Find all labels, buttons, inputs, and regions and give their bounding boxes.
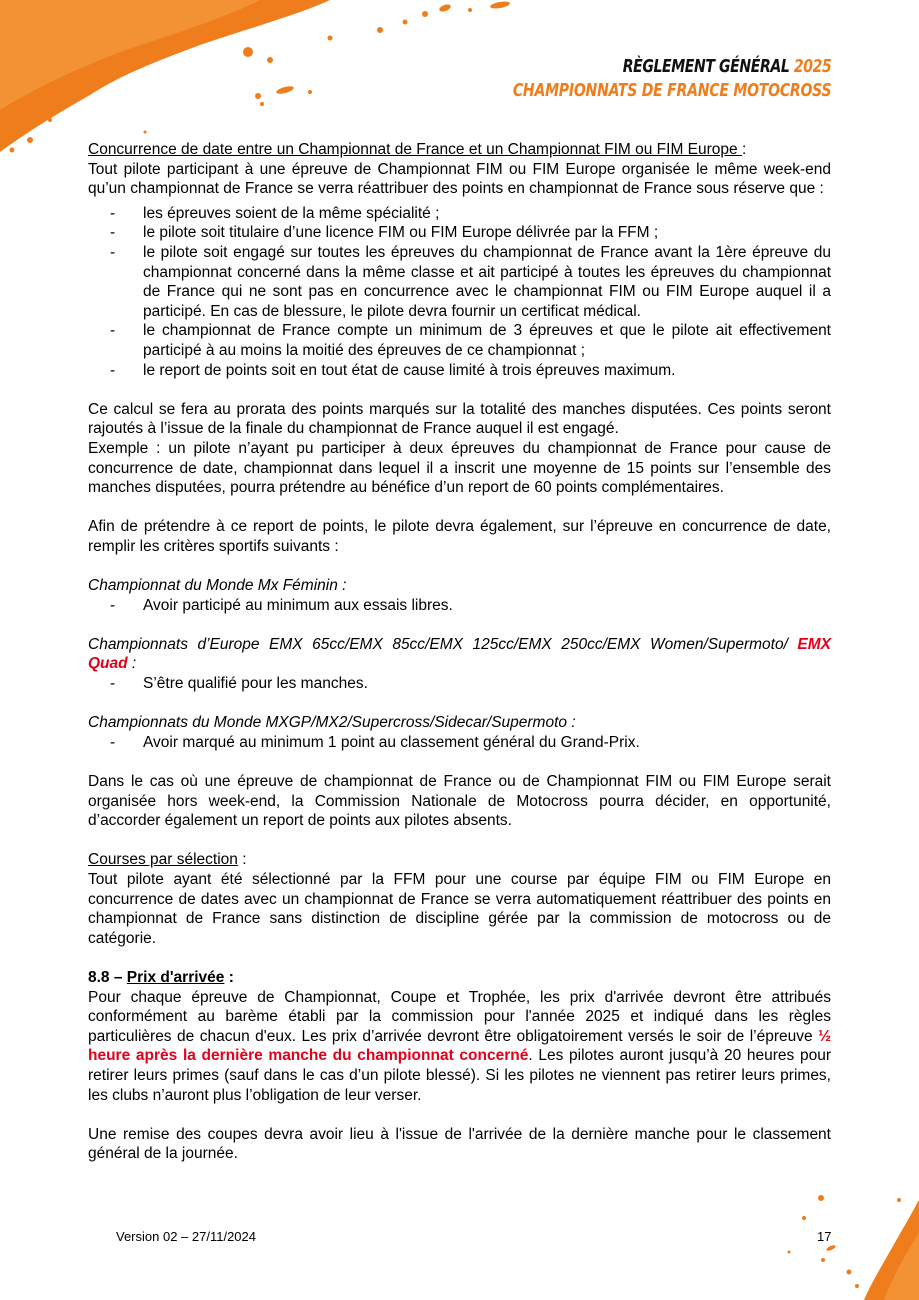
calcul-paragraph: Ce calcul se fera au prorata des points marqués sur la totalité des manches disputées. Ces points seront rajoutés à l’issue de la finale du championnat de France auquel il est engagé.: [88, 400, 831, 438]
list-item-text: le championnat de France compte un minimum de 3 épreuves et que le pilote ait effectivement participé à au moins la moitié des épreuves de ce championnat ;: [143, 322, 831, 359]
prix-text-before: Pour chaque épreuve de Championnat, Coupe et Trophée, les prix d'arrivée devront être attribués conformément au barème établi par la commission pour l'année 2025 et indiqué dans les règles particulières de chacun d'eux. Les prix d’arrivée devront être obligatoirement versés le soir de l’épreuve: [88, 988, 831, 1045]
list-item-text: les épreuves soient de la même spécialité ;: [143, 204, 440, 222]
list-item: - le report de points soit en tout état de cause limité à trois épreuves maximum.: [110, 361, 676, 379]
selection-heading: [88, 850, 831, 870]
footer-version: Version 02 – 27/11/2024: [116, 1229, 256, 1244]
prix-text-after: . Les pilotes auront jusqu’à 20 heures pour retirer leurs primes (sauf dans le cas d’un pilote blessé). Si les pilotes ne viennent pas retirer leurs primes, les clubs n’auront plus l’obligation de leur verser.: [88, 1047, 831, 1104]
orange-splash-bottom-right: [759, 1190, 919, 1300]
remise-paragraph: Une remise des coupes devra avoir lieu à l'issue de l'arrivée de la dernière manche pour le classement général de la journée.: [88, 1125, 831, 1163]
hors-weekend-paragraph: Dans le cas où une épreuve de championnat de France ou de Championnat FIM ou FIM Europe serait organisée hors week-end, la Commission Nationale de Motocross pourra décider, en opportunité, d’accorder également un report de points aux pilotes absents.: [88, 773, 831, 830]
concurrence-heading-text: Concurrence de date entre un Championnat de France et un Championnat FIM ou FIM Europe: [88, 141, 742, 158]
header-title-main: RÈGLEMENT GÉNÉRAL: [622, 56, 789, 77]
concurrence-intro: Tout pilote participant à une épreuve de Championnat FIM ou FIM Europe organisée le même week-end qu’un championnat de France se verra réattribuer des points en championnat de France sous réserve que :: [88, 160, 831, 198]
criteria-title-europe-suffix: :: [127, 655, 137, 673]
header-subtitle: CHAMPIONNATS DE FRANCE MOTOCROSS: [512, 80, 831, 101]
conditions-list: [88, 204, 831, 380]
criteria-title-monde: Championnats du Monde MXGP/MX2/Supercross/Sidecar/Supermoto :: [88, 714, 576, 732]
document-body: [88, 140, 831, 1164]
prix-heading-suffix: :: [224, 968, 234, 986]
list-item: - le pilote soit engagé sur toutes les épreuves du championnat de France avant la 1ère épreuve du championnat concerné dans la même classe et ait participé à toutes les épreuves du championnat de France qui ne sont pas en concurrence avec le championnat FIM ou FIM Europe auquel il a participé. En cas de blessure, le pilote devra fournir un certificat médical.: [110, 243, 831, 320]
exemple-paragraph: Exemple : un pilote n’ayant pu participer à deux épreuves du championnat de France pour cause de concurrence de date, championnat dans lequel il a inscrit une moyenne de 15 points sur l’ensemble des manches disputées, pourra prétendre au bénéfice d’un report de 60 points complémentaires.: [88, 439, 831, 497]
criteria-title-europe-text: Championnats d’Europe EMX 65cc/EMX 85cc/EMX 125cc/EMX 250cc/EMX Women/Supermoto/: [88, 635, 798, 653]
document-header: [512, 56, 831, 101]
criteria-list-feminin: [88, 596, 831, 616]
concurrence-heading-suffix: :: [741, 141, 747, 158]
criteria-list-europe: [88, 674, 831, 694]
list-item-text: le pilote soit engagé sur toutes les épreuves du championnat de France avant la 1ère épreuve du championnat concerné dans la même classe et ait participé à toutes les épreuves du championnat de France qui ne sont pas en concurrence avec le championnat FIM ou FIM Europe auquel il a participé. En cas de blessure, le pilote devra fournir un certificat médical.: [143, 243, 831, 320]
list-item: - Avoir marqué au minimum 1 point au classement général du Grand-Prix.: [110, 733, 640, 751]
prix-heading-title: Prix d'arrivée: [126, 968, 225, 986]
page-number: 17: [817, 1229, 832, 1244]
criteria-list-monde: [88, 733, 831, 753]
list-item: - les épreuves soient de la même spécialité ;: [110, 204, 440, 222]
selection-heading-suffix: :: [237, 851, 247, 869]
selection-heading-text: Courses par sélection: [88, 851, 238, 869]
list-item-text: le pilote soit titulaire d’une licence FIM ou FIM Europe délivrée par la FFM ;: [143, 224, 659, 242]
header-year: 2025: [793, 56, 831, 77]
prix-text-highlight: ½ heure après la dernière manche du championnat concerné: [88, 1027, 831, 1065]
list-item-text: Avoir marqué au minimum 1 point au classement général du Grand-Prix.: [143, 733, 640, 751]
criteria-title-europe-red: EMX Quad: [88, 635, 831, 673]
list-item-text: Avoir participé au minimum aux essais libres.: [143, 596, 453, 614]
prix-paragraph: [88, 988, 831, 1106]
list-item-text: le report de points soit en tout état de cause limité à trois épreuves maximum.: [143, 361, 676, 379]
list-item: - le championnat de France compte un minimum de 3 épreuves et que le pilote ait effectivement participé à au moins la moitié des épreuves de ce championnat ;: [110, 322, 831, 359]
list-item-text: S’être qualifié pour les manches.: [143, 675, 368, 693]
selection-paragraph: Tout pilote ayant été sélectionné par la FFM pour une course par équipe FIM ou FIM Europe en concurrence de dates avec un championnat de France se verra automatiquement réattribuer des points en championnat de France sans distinction de discipline gérée par la commission de motocross ou de catégorie.: [88, 870, 831, 947]
concurrence-heading: [88, 140, 831, 160]
prix-heading-number: 8.8 –: [88, 968, 127, 986]
criteria-title-europe: [88, 635, 831, 674]
prix-heading: [88, 968, 831, 988]
list-item: - le pilote soit titulaire d’une licence FIM ou FIM Europe délivrée par la FFM ;: [110, 224, 659, 242]
list-item: - S’être qualifié pour les manches.: [110, 675, 368, 693]
list-item: - Avoir participé au minimum aux essais libres.: [110, 596, 453, 614]
afin-paragraph: Afin de prétendre à ce report de points, le pilote devra également, sur l’épreuve en concurrence de date, remplir les critères sportifs suivants :: [88, 518, 831, 555]
criteria-title-feminin: Championnat du Monde Mx Féminin :: [88, 577, 347, 595]
header-title: [512, 56, 831, 77]
